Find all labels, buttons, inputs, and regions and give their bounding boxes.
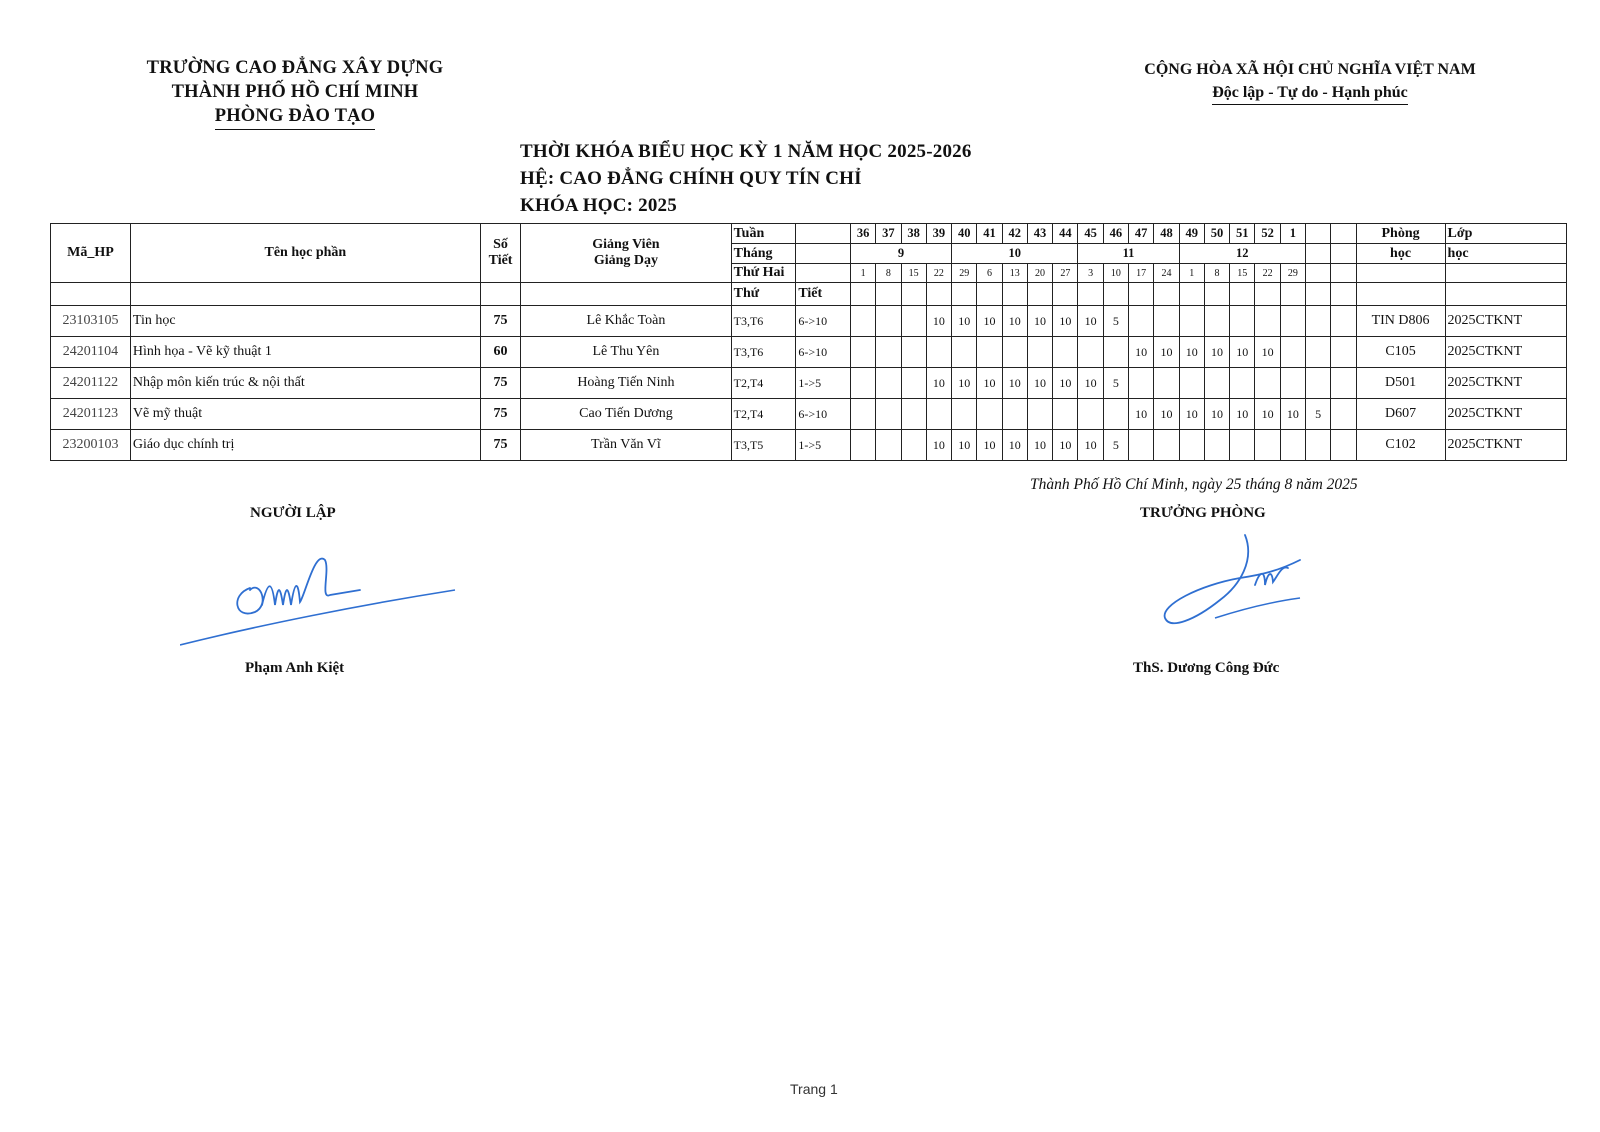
- week-hours: [977, 399, 1002, 430]
- week-hours: [1331, 430, 1356, 461]
- room: D501: [1356, 368, 1445, 399]
- week-hours: [1280, 368, 1305, 399]
- course-code: 23200103: [51, 430, 131, 461]
- week-hours: [1129, 368, 1154, 399]
- week-hours: 10: [1280, 399, 1305, 430]
- week-hours: 10: [1154, 399, 1179, 430]
- monday-date: 29: [952, 264, 977, 283]
- school-name-line1: TRƯỜNG CAO ĐẲNG XÂY DỰNG: [146, 58, 444, 78]
- monday-date: 3: [1078, 264, 1103, 283]
- week-cell: [1331, 224, 1356, 244]
- course-name: Nhập môn kiến trúc & nội thất: [130, 368, 480, 399]
- week-hours: [1280, 306, 1305, 337]
- period-range: 6->10: [796, 337, 851, 368]
- week-cell: 47: [1129, 224, 1154, 244]
- title-line1: THỜI KHÓA BIỂU HỌC KỲ 1 NĂM HỌC 2025-2026: [520, 141, 972, 162]
- lecturer: Cao Tiến Dương: [521, 399, 731, 430]
- monday-date: 10: [1103, 264, 1128, 283]
- room: D607: [1356, 399, 1445, 430]
- col-ten-hoc-phan: Tên học phần: [130, 224, 480, 283]
- department-name: PHÒNG ĐÀO TẠO: [215, 104, 376, 130]
- label-thang: Tháng: [731, 244, 796, 264]
- week-hours: [1179, 430, 1204, 461]
- week-cell: 45: [1078, 224, 1103, 244]
- week-hours: [1179, 306, 1204, 337]
- lecturer: Lê Thu Yên: [521, 337, 731, 368]
- week-hours: [1331, 399, 1356, 430]
- month-cell: [1331, 244, 1356, 264]
- week-hours: [952, 337, 977, 368]
- week-hours: [1306, 337, 1331, 368]
- week-cell: 40: [952, 224, 977, 244]
- week-hours: [1154, 430, 1179, 461]
- week-hours: [901, 368, 926, 399]
- course-periods: 75: [480, 399, 520, 430]
- col-so-tiet: Số Tiết: [480, 224, 520, 283]
- month-cell: 12: [1179, 244, 1305, 264]
- week-hours: [1331, 306, 1356, 337]
- monday-date: 22: [1255, 264, 1280, 283]
- room: C105: [1356, 337, 1445, 368]
- week-hours: [850, 399, 875, 430]
- week-hours: [876, 399, 901, 430]
- week-hours: [850, 337, 875, 368]
- week-cell: 43: [1027, 224, 1052, 244]
- week-hours: 5: [1103, 368, 1128, 399]
- week-hours: 10: [1179, 399, 1204, 430]
- monday-date: 17: [1129, 264, 1154, 283]
- label-thu: Thứ: [731, 283, 796, 306]
- week-hours: [1103, 399, 1128, 430]
- week-hours: 10: [1179, 337, 1204, 368]
- month-cell: 11: [1078, 244, 1179, 264]
- title-line3: KHÓA HỌC: 2025: [520, 195, 677, 216]
- weekday: T3,T6: [731, 337, 796, 368]
- week-hours: [1002, 337, 1027, 368]
- week-row: [51, 224, 1567, 244]
- week-hours: 10: [926, 368, 951, 399]
- week-cell: 51: [1230, 224, 1255, 244]
- week-hours: 10: [1129, 337, 1154, 368]
- course-name: Hình họa - Vẽ kỹ thuật 1: [130, 337, 480, 368]
- course-code: 23103105: [51, 306, 131, 337]
- week-cell: 46: [1103, 224, 1128, 244]
- week-hours: [952, 399, 977, 430]
- national-title: CỘNG HÒA XÃ HỘI CHỦ NGHĨA VIỆT NAM: [1144, 61, 1476, 78]
- week-hours: [1331, 368, 1356, 399]
- col-giang-vien: Giảng Viên Giảng Dạy: [521, 224, 731, 283]
- period-range: 1->5: [796, 368, 851, 399]
- week-hours: 10: [1053, 306, 1078, 337]
- table-row: [51, 337, 1567, 368]
- week-hours: [901, 337, 926, 368]
- week-hours: [1204, 430, 1229, 461]
- week-cell: 39: [926, 224, 951, 244]
- week-cell: 41: [977, 224, 1002, 244]
- week-hours: [850, 368, 875, 399]
- head-title: TRƯỞNG PHÒNG: [1140, 505, 1266, 521]
- week-hours: 5: [1103, 306, 1128, 337]
- page-number: Trang 1: [790, 1081, 838, 1097]
- lecturer: Hoàng Tiến Ninh: [521, 368, 731, 399]
- week-hours: [1179, 368, 1204, 399]
- weekday: T3,T6: [731, 306, 796, 337]
- week-hours: [1078, 337, 1103, 368]
- week-hours: 10: [1002, 368, 1027, 399]
- national-motto: Độc lập - Tự do - Hạnh phúc: [1212, 81, 1408, 105]
- monday-date: 1: [850, 264, 875, 283]
- week-hours: [1027, 399, 1052, 430]
- week-cell: 44: [1053, 224, 1078, 244]
- room: TIN D806: [1356, 306, 1445, 337]
- class-code: 2025CTKNT: [1445, 306, 1566, 337]
- week-hours: [1027, 337, 1052, 368]
- week-hours: [1154, 368, 1179, 399]
- week-hours: [1078, 399, 1103, 430]
- monday-date: [1331, 264, 1356, 283]
- course-periods: 75: [480, 368, 520, 399]
- week-hours: [1204, 306, 1229, 337]
- week-hours: [850, 430, 875, 461]
- period-range: 6->10: [796, 306, 851, 337]
- period-range: 6->10: [796, 399, 851, 430]
- week-hours: [1002, 399, 1027, 430]
- label-tuan: Tuần: [731, 224, 796, 244]
- col-phong-hoc-1: Phòng: [1356, 224, 1445, 244]
- school-name-line2: THÀNH PHỐ HỒ CHÍ MINH: [171, 82, 419, 102]
- monday-date: 1: [1179, 264, 1204, 283]
- monday-date: 6: [977, 264, 1002, 283]
- course-periods: 75: [480, 430, 520, 461]
- school-header: [100, 56, 490, 130]
- monday-date: 8: [1204, 264, 1229, 283]
- week-hours: 10: [977, 306, 1002, 337]
- week-hours: [1255, 430, 1280, 461]
- course-periods: 60: [480, 337, 520, 368]
- monday-date: 24: [1154, 264, 1179, 283]
- weekday: T3,T5: [731, 430, 796, 461]
- course-name: Vẽ mỹ thuật: [130, 399, 480, 430]
- week-hours: [977, 337, 1002, 368]
- label-thu-hai: Thứ Hai: [731, 264, 796, 283]
- week-hours: [1280, 430, 1305, 461]
- week-cell: 49: [1179, 224, 1204, 244]
- week-hours: 5: [1306, 399, 1331, 430]
- week-hours: 10: [1078, 306, 1103, 337]
- label-tiet: Tiết: [796, 283, 851, 306]
- week-cell: 50: [1204, 224, 1229, 244]
- course-name: Giáo dục chính trị: [130, 430, 480, 461]
- lecturer: Trần Văn Vĩ: [521, 430, 731, 461]
- table-row: [51, 430, 1567, 461]
- week-hours: [1053, 337, 1078, 368]
- monday-date: 13: [1002, 264, 1027, 283]
- weekday: T2,T4: [731, 368, 796, 399]
- week-hours: [876, 306, 901, 337]
- head-signature: [1160, 530, 1320, 640]
- week-hours: 10: [1027, 368, 1052, 399]
- week-hours: [901, 430, 926, 461]
- class-code: 2025CTKNT: [1445, 337, 1566, 368]
- national-header: [1110, 58, 1510, 105]
- week-cell: 37: [876, 224, 901, 244]
- week-hours: 10: [926, 430, 951, 461]
- week-hours: [1129, 430, 1154, 461]
- week-cell: [1306, 224, 1331, 244]
- course-periods: 75: [480, 306, 520, 337]
- week-hours: [1306, 430, 1331, 461]
- document-title: [520, 138, 972, 219]
- week-hours: 10: [1204, 337, 1229, 368]
- week-hours: [1230, 368, 1255, 399]
- month-cell: [1306, 244, 1331, 264]
- monday-date: 20: [1027, 264, 1052, 283]
- preparer-title: NGƯỜI LẬP: [250, 505, 336, 521]
- week-hours: [1306, 306, 1331, 337]
- monday-date: 29: [1280, 264, 1305, 283]
- week-hours: 10: [1002, 430, 1027, 461]
- week-hours: [850, 306, 875, 337]
- monday-date: 8: [876, 264, 901, 283]
- week-hours: 10: [977, 430, 1002, 461]
- title-line2: HỆ: CAO ĐẲNG CHÍNH QUY TÍN CHỈ: [520, 168, 862, 189]
- head-name: ThS. Dương Công Đức: [1133, 660, 1280, 676]
- week-hours: 10: [1053, 368, 1078, 399]
- week-cell: 38: [901, 224, 926, 244]
- col-phong-hoc-2: học: [1356, 244, 1445, 264]
- room: C102: [1356, 430, 1445, 461]
- col-ma-hp: Mã_HP: [51, 224, 131, 283]
- week-cell: 42: [1002, 224, 1027, 244]
- week-cell: 1: [1280, 224, 1305, 244]
- week-hours: [1331, 337, 1356, 368]
- week-hours: [901, 399, 926, 430]
- timetable: [50, 223, 1567, 461]
- month-cell: 10: [952, 244, 1078, 264]
- week-hours: 10: [1002, 306, 1027, 337]
- preparer-signature: [180, 550, 460, 650]
- week-hours: 10: [952, 368, 977, 399]
- week-hours: 10: [1129, 399, 1154, 430]
- col-lop-hoc-1: Lớp: [1445, 224, 1566, 244]
- period-range: 1->5: [796, 430, 851, 461]
- weekday: T2,T4: [731, 399, 796, 430]
- monday-date: 15: [901, 264, 926, 283]
- monday-date: 22: [926, 264, 951, 283]
- class-code: 2025CTKNT: [1445, 430, 1566, 461]
- course-code: 24201122: [51, 368, 131, 399]
- week-hours: [1053, 399, 1078, 430]
- week-hours: 10: [1078, 368, 1103, 399]
- col-lop-hoc-2: học: [1445, 244, 1566, 264]
- table-row: [51, 306, 1567, 337]
- week-hours: [926, 337, 951, 368]
- week-hours: 10: [952, 306, 977, 337]
- week-hours: [1230, 430, 1255, 461]
- month-cell: 9: [850, 244, 951, 264]
- course-code: 24201104: [51, 337, 131, 368]
- week-hours: [1306, 368, 1331, 399]
- week-hours: 10: [926, 306, 951, 337]
- week-cell: 52: [1255, 224, 1280, 244]
- lecturer: Lê Khắc Toàn: [521, 306, 731, 337]
- class-code: 2025CTKNT: [1445, 368, 1566, 399]
- monday-date: 15: [1230, 264, 1255, 283]
- week-hours: 10: [952, 430, 977, 461]
- course-code: 24201123: [51, 399, 131, 430]
- week-hours: 10: [1230, 337, 1255, 368]
- week-hours: 10: [977, 368, 1002, 399]
- course-name: Tin học: [130, 306, 480, 337]
- week-hours: 10: [1053, 430, 1078, 461]
- week-hours: 10: [1204, 399, 1229, 430]
- week-hours: [1103, 337, 1128, 368]
- place-date: Thành Phố Hồ Chí Minh, ngày 25 tháng 8 năm 2025: [1030, 476, 1358, 493]
- monday-date: 27: [1053, 264, 1078, 283]
- table-row: [51, 399, 1567, 430]
- preparer-name: Phạm Anh Kiệt: [245, 660, 345, 676]
- week-hours: 10: [1255, 399, 1280, 430]
- week-hours: [1255, 368, 1280, 399]
- monday-date: [1306, 264, 1331, 283]
- week-hours: [901, 306, 926, 337]
- week-hours: 10: [1027, 430, 1052, 461]
- week-hours: 10: [1078, 430, 1103, 461]
- table-row: [51, 368, 1567, 399]
- week-hours: 10: [1154, 337, 1179, 368]
- week-cell: 36: [850, 224, 875, 244]
- class-code: 2025CTKNT: [1445, 399, 1566, 430]
- week-hours: 10: [1255, 337, 1280, 368]
- subheader-row: [51, 283, 1567, 306]
- week-hours: [1154, 306, 1179, 337]
- week-hours: 10: [1230, 399, 1255, 430]
- week-hours: 5: [1103, 430, 1128, 461]
- week-hours: [1230, 306, 1255, 337]
- week-hours: [876, 337, 901, 368]
- week-hours: [876, 368, 901, 399]
- week-hours: [1204, 368, 1229, 399]
- week-hours: [926, 399, 951, 430]
- week-hours: [1280, 337, 1305, 368]
- week-hours: [876, 430, 901, 461]
- week-hours: [1129, 306, 1154, 337]
- week-hours: 10: [1027, 306, 1052, 337]
- week-hours: [1255, 306, 1280, 337]
- week-cell: 48: [1154, 224, 1179, 244]
